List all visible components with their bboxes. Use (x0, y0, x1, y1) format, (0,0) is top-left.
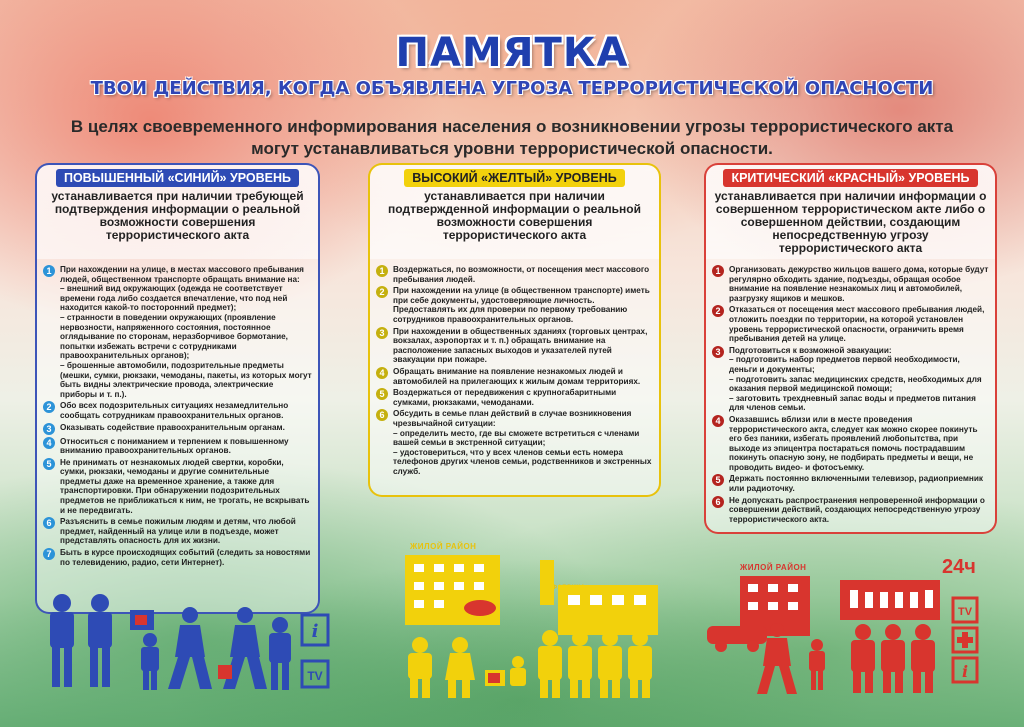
red-level-item (712, 474, 989, 493)
item-text: При нахождении на улице (в общественном транспорте) иметь при себе документы, удостоверяющие личность. Предоставлять их для проверки по первому требованию сотрудников правоохранительных органов. (393, 286, 650, 324)
red-level-description: устанавливается при наличии информации о совершенном террористическом акте либо о совершенном действии, создающим непосредственную угрозу террористического акта (714, 189, 987, 255)
item-text: Относиться с пониманием и терпением к повышенному вниманию правоохранительных органов. (60, 436, 289, 456)
item-text: Отказаться от посещения мест массового пребывания людей, отложить поездки по территории, на которой установлен уровень террористической опасности, ограничить время пребывания детей на улице. (729, 305, 985, 344)
item-number-badge: 2 (43, 401, 55, 413)
item-number-badge: 1 (712, 265, 724, 277)
item-text: Обращать внимание на появление незнакомых людей и автомобилей на прилегающих к жилым домам территориях. (393, 366, 641, 386)
item-number-badge: 3 (376, 327, 388, 339)
item-text: Оказавшись вблизи или в месте проведения террористического акта, следует как можно скорее покинуть его без паники, избегать проявлений любопытства, при выходе из эпицентра постараться помочь пострадавшим покинуть опасную зону, не подбирать предметы и вещи, не проводить видео- и фотосъемку. (729, 414, 978, 472)
yellow-level-title: ВЫСОКИЙ «ЖЕЛТЫЙ» УРОВЕНЬ (404, 169, 624, 187)
blue-level-description: устанавливается при наличии требующей подтверждения информации о реальной возможности совершения террористического акта (51, 189, 304, 242)
red-info-icon: i (961, 662, 969, 681)
poster-subtitle: ТВОИ ДЕЙСТВИЯ, КОГДА ОБЪЯВЛЕНА УГРОЗА ТЕРРОРИСТИЧЕСКОЙ ОПАСНОСТИ (90, 78, 934, 99)
blue-level-item (43, 458, 312, 516)
item-number-badge: 3 (712, 346, 724, 358)
yellow-level-item (376, 327, 653, 365)
blue-level-item (43, 437, 312, 456)
blue-level-title: ПОВЫШЕННЫЙ «СИНИЙ» УРОВЕНЬ (56, 169, 299, 187)
blue-level-item (43, 548, 312, 567)
red-level-item (712, 265, 989, 303)
blue-level-header (35, 163, 320, 259)
item-text: При нахождении в общественных зданиях (торговых центрах, вокзалах, аэропортах и т. п.) обращать внимание на расположение запасных выходов и указателей путей эвакуации при пожаре. (393, 326, 648, 365)
blue-level-list (35, 259, 320, 614)
item-text: Обсудить в семье план действий в случае возникновения чрезвычайной ситуации: – определить место, где вы сможете встретиться с членами вашей семьи в экстренной ситуации; – удостовериться, что у всех членов семьи есть номера телефонов других членов семьи, родственников и экстренных служб. (393, 409, 652, 476)
item-text: При нахождении на улице, в местах массового пребывания людей, общественном транспорте обращать внимание на: – внешний вид окружающих (одежда не соответствует времени года либо создается впечатление, что под ней находится какой-то посторонний предмет); – странности в поведении окружающих (проявление нервозности, напряженного состояния, постоянное оглядывание по сторонам, неразборчивое бормотание, попытки избежать встречи с сотрудниками правоохранительных органов); – брошенные автомобили, подозрительные предметы (мешки, сумки, рюкзаки, чемоданы, пакеты, из которых могут быть видны электрические провода, электрические приборы и т. п.). (60, 265, 312, 399)
red-level-list (704, 259, 997, 534)
item-number-badge: 4 (43, 437, 55, 449)
red-level-header (704, 163, 997, 259)
item-number-badge: 4 (376, 367, 388, 379)
item-number-badge: 6 (43, 517, 55, 529)
yellow-level-column (368, 163, 661, 497)
item-number-badge: 6 (376, 409, 388, 421)
blue-level-item (43, 265, 312, 399)
red-level-item (712, 496, 989, 525)
yellow-district-sign: ЖИЛОЙ РАЙОН (410, 542, 477, 551)
blue-info-icon: i (311, 621, 319, 642)
intro-text: В целях своевременного информирования населения о возникновении угрозы террористического акта могут устанавливаться уровни террористической опасности. (70, 117, 954, 158)
red-level-item (712, 346, 989, 413)
item-text: Разъяснить в семье пожилым людям и детям, что любой предмет, найденный на улице или в подъезде, может представлять опасность для их жизни. (60, 517, 296, 546)
red-tv-icon: TV (957, 606, 973, 618)
item-text: Держать постоянно включенными телевизор, радиоприемник или радиоточку. (729, 474, 983, 494)
item-number-badge: 1 (376, 265, 388, 277)
yellow-level-item (376, 265, 653, 284)
item-number-badge: 2 (712, 305, 724, 317)
item-text: Организовать дежурство жильцов вашего дома, которые будут регулярно обходить здание, подъезды, обращая особое внимание на появление незнакомых лиц и автомобилей, разгрузку ящиков и мешков. (729, 265, 989, 303)
item-text: Быть в курсе происходящих событий (следить за новостями по телевидению, радио, сети Интернет). (60, 548, 311, 567)
item-text: Обо всех подозрительных ситуациях незамедлительно сообщать сотрудникам правоохранительных органов. (60, 401, 289, 420)
poster-title: ПАМЯТКА (395, 30, 629, 76)
yellow-level-description: устанавливается при наличии подтвержденной информации о реальной возможности совершения террористического акта (388, 189, 641, 242)
yellow-level-item (376, 367, 653, 386)
blue-tv-icon: TV (307, 669, 323, 683)
blue-level-column (35, 163, 320, 614)
blue-level-item (43, 517, 312, 546)
item-number-badge: 2 (376, 286, 388, 298)
yellow-illustration (400, 550, 670, 700)
item-text: Оказывать содействие правоохранительным органам. (60, 422, 285, 432)
red-district-sign: ЖИЛОЙ РАЙОН (740, 563, 807, 572)
item-number-badge: 3 (43, 423, 55, 435)
red-level-column (704, 163, 997, 534)
red-level-item (712, 305, 989, 343)
item-number-badge: 5 (712, 474, 724, 486)
item-text: Не допускать распространения непроверенной информации о совершении действий, создающих непосредственную угрозу террористического акта. (729, 495, 985, 524)
item-text: Подготовиться к возможной эвакуации: – подготовить набор предметов первой необходимости, деньги и документы; – подготовить запас медицинских средств, необходимых для оказания первой медицинской помощи; – заготовить трехдневный запас воды и предметов питания для членов семьи. (729, 345, 982, 413)
item-number-badge: 7 (43, 548, 55, 560)
item-text: Не принимать от незнакомых людей свертки, коробки, сумки, рюкзаки, чемоданы и другие сомнительные предметы даже на временное хранение, а также для транспортировки. При обнаружении подозрительных предметов не приближаться к ним, не трогать, не вскрывать и не передвигать. (60, 457, 310, 515)
item-text: Воздержаться, по возможности, от посещения мест массового пребывания людей. (393, 265, 650, 284)
item-number-badge: 1 (43, 265, 55, 277)
blue-illustration (40, 585, 340, 700)
yellow-level-item (376, 388, 653, 407)
yellow-level-item (376, 286, 653, 324)
blue-level-item (43, 423, 312, 435)
item-number-badge: 5 (376, 388, 388, 400)
item-number-badge: 6 (712, 496, 724, 508)
yellow-level-header (368, 163, 661, 259)
hours-24-label: 24ч (942, 556, 976, 578)
yellow-level-list (368, 259, 661, 497)
yellow-level-item (376, 409, 653, 476)
red-level-title: КРИТИЧЕСКИЙ «КРАСНЫЙ» УРОВЕНЬ (723, 169, 977, 187)
item-number-badge: 4 (712, 415, 724, 427)
red-illustration (705, 570, 995, 700)
red-level-item (712, 415, 989, 473)
item-text: Воздержаться от передвижения с крупногабаритными сумками, рюкзаками, чемоданами. (393, 388, 617, 407)
blue-level-item (43, 401, 312, 420)
item-number-badge: 5 (43, 458, 55, 470)
